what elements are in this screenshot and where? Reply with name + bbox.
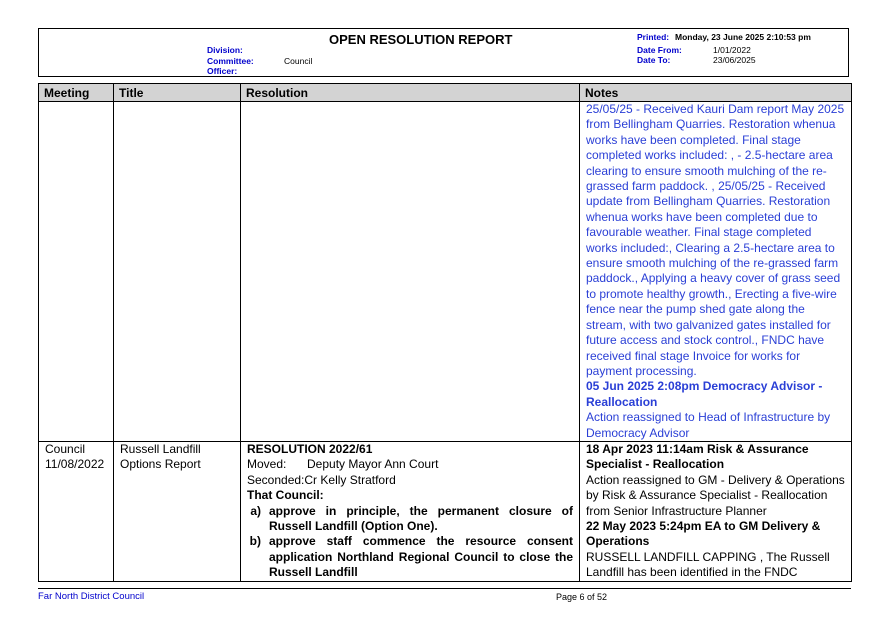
notes-tail: Action reassigned to Head of Infrastructure by Democracy Advisor xyxy=(586,410,831,440)
moved-value: Deputy Mayor Ann Court xyxy=(307,457,439,472)
notes-text: Action reassigned to GM - Delivery & Operations by Risk & Assurance Specialist - Reallocation from Senior Infrastructure Planner xyxy=(586,472,845,518)
notes-heading: 22 May 2023 5:24pm EA to GM Delivery & Operations xyxy=(586,519,821,549)
column-header-title: Title xyxy=(114,84,241,102)
seconded-line xyxy=(247,473,573,488)
page-number: Page 6 of 52 xyxy=(556,592,608,602)
table-row xyxy=(39,102,852,442)
footer-divider xyxy=(38,588,851,589)
notes-heading: 18 Apr 2023 11:14am Risk & Assurance Specialist - Reallocation xyxy=(586,442,809,472)
division-label: Division: xyxy=(207,45,243,55)
notes-text: RUSSELL LANDFILL CAPPING , The Russell Landfill has been identified in the FNDC xyxy=(586,549,830,580)
item-marker: b) xyxy=(249,534,261,549)
item-marker: a) xyxy=(250,503,261,518)
date-to-value: 23/06/2025 xyxy=(713,55,756,65)
resolution-cell xyxy=(241,102,580,442)
item-text: approve in principle, the permanent closure of Russell Landfill (Option One). xyxy=(269,503,573,534)
date-from-value: 1/01/2022 xyxy=(713,45,751,55)
officer-label: Officer: xyxy=(207,66,238,76)
item-text: approve staff commence the resource consent application Northland Regional Council to close the Russell Landfill xyxy=(269,534,573,580)
table-header-row xyxy=(39,84,852,102)
resolution-cell xyxy=(241,442,580,582)
notes-cell xyxy=(580,102,852,442)
column-header-resolution: Resolution xyxy=(241,84,580,102)
column-header-meeting: Meeting xyxy=(39,84,114,102)
that-council: That Council: xyxy=(247,488,324,503)
seconded-value: Cr Kelly Stratford xyxy=(304,472,396,487)
resolution-item xyxy=(247,534,573,580)
printed-value: Monday, 23 June 2025 2:10:53 pm xyxy=(675,32,811,42)
notes-heading: 05 Jun 2025 2:08pm Democracy Advisor - Reallocation xyxy=(586,379,823,409)
report-header xyxy=(38,28,849,77)
meeting-name: Council xyxy=(45,442,86,456)
committee-label: Committee: xyxy=(207,56,254,66)
notes-text: 25/05/25 - Received Kauri Dam report May 2025 from Bellingham Quarries. Restoration whenua works have been completed. Final stage completed works included: , - 2.5-hectare area clearing to ensure smooth mulching of the re-grassed farm paddock. , 25/05/25 - Received update from Bellingham Quarries. Restoration whenua works have been completed due to favourable weather. Final stage completed works included:, Clearing a 2.5-hectare area to ensure smooth mulching of the re-grassed farm paddock., Applying a heavy cover of grass seed to promote healthy growth., Erecting a five-wire fence near the pump shed gate along the stream, with two galvanized gates installed for future access and stock control., FNDC have received final stage Invoice for works for payment processing. xyxy=(586,102,845,378)
meeting-cell xyxy=(39,102,114,442)
meeting-date: 11/08/2022 xyxy=(45,457,105,472)
date-to-label: Date To: xyxy=(637,55,671,65)
title-cell xyxy=(114,442,241,582)
resolution-table xyxy=(38,83,852,582)
moved-line xyxy=(247,457,573,472)
title-text: Russell Landfill Options Report xyxy=(120,442,201,472)
report-title: OPEN RESOLUTION REPORT xyxy=(329,32,513,47)
moved-label: Moved: xyxy=(247,457,287,472)
resolution-item xyxy=(247,504,573,535)
column-header-notes: Notes xyxy=(580,84,852,102)
resolution-number: RESOLUTION 2022/61 xyxy=(247,442,373,456)
printed-label: Printed: xyxy=(637,32,670,42)
seconded-label: Seconded: xyxy=(247,472,305,487)
table-row xyxy=(39,442,852,582)
footer-organisation: Far North District Council xyxy=(38,591,145,602)
committee-value: Council xyxy=(284,56,313,66)
date-from-label: Date From: xyxy=(637,45,682,55)
title-cell xyxy=(114,102,241,442)
notes-cell xyxy=(580,442,852,582)
meeting-cell xyxy=(39,442,114,582)
